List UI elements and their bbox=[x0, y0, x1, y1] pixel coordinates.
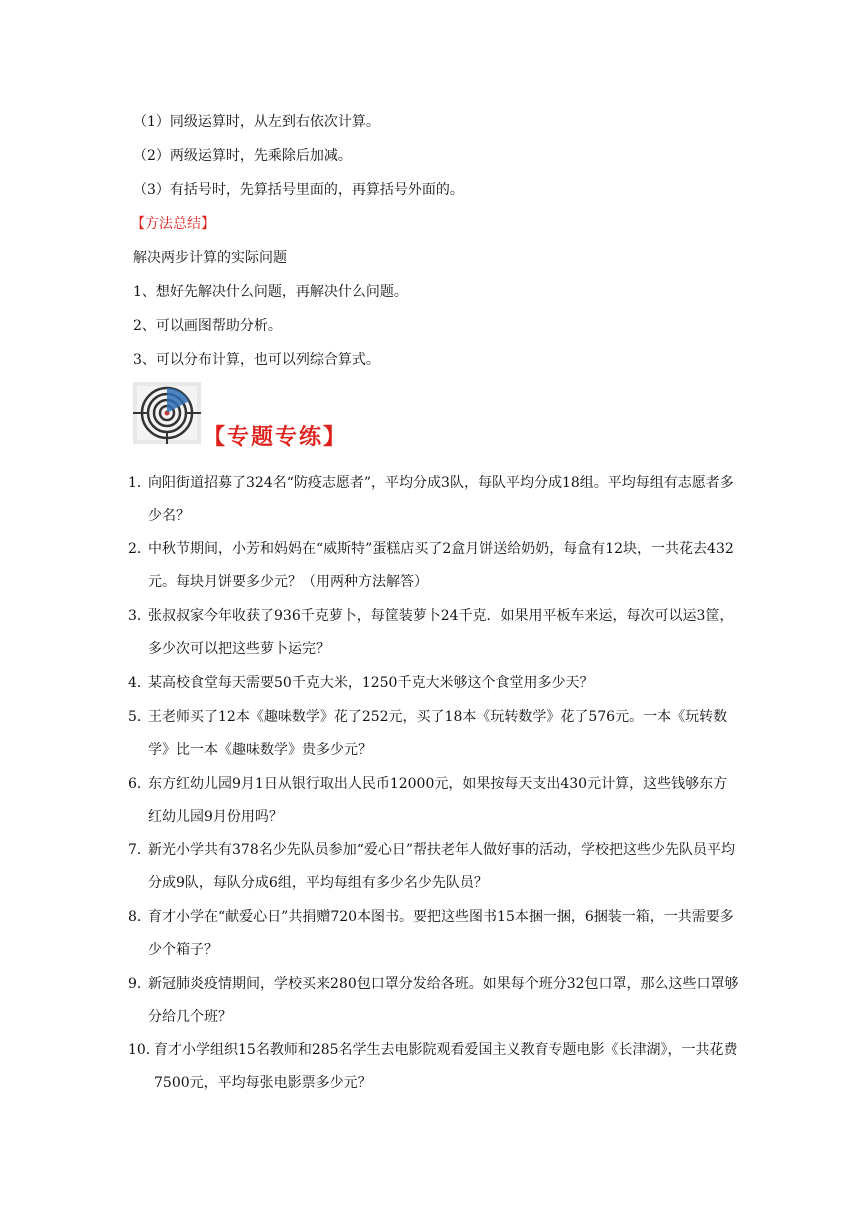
method-point-3: 3、可以分布计算，也可以列综合算式。 bbox=[133, 352, 380, 368]
problem-item bbox=[128, 667, 740, 700]
rule-1: （1）同级运算时，从左到右依次计算。 bbox=[133, 114, 380, 130]
problem-text: 东方红幼儿园9月1日从银行取出人民币12000元，如果按每天支出430元计算，这些钱够东方红幼儿园9月份用吗？ bbox=[148, 776, 728, 825]
problem-item bbox=[128, 1034, 740, 1100]
problem-item bbox=[128, 701, 740, 767]
problem-text: 张叔叔家今年收获了936千克萝卜，每筐装萝卜24千克．如果用平板车来运，每次可以运3筐，多少次可以把这些萝卜运完？ bbox=[148, 608, 734, 657]
rule-3: （3）有括号时，先算括号里面的，再算括号外面的。 bbox=[133, 182, 464, 198]
rule-2: （2）两级运算时，先乘除后加减。 bbox=[133, 148, 352, 164]
problem-number: 5． bbox=[128, 709, 151, 725]
problem-item bbox=[128, 901, 740, 967]
problem-item bbox=[128, 600, 740, 666]
banner-title: 【专题专练】 bbox=[203, 425, 348, 450]
problem-item bbox=[128, 467, 740, 533]
problem-item bbox=[128, 834, 740, 900]
problem-number: 10． bbox=[128, 1042, 160, 1058]
problem-number: 2． bbox=[128, 541, 151, 557]
problem-text: 育才小学组织15名教师和285名学生去电影院观看爱国主义教育专题电影《长津湖》，一共花费7500元，平均每张电影票多少元？ bbox=[154, 1042, 738, 1091]
method-heading: 【方法总结】 bbox=[131, 216, 215, 232]
problem-number: 6． bbox=[128, 776, 151, 792]
problem-text: 向阳街道招募了324名“防疫志愿者”，平均分成3队，每队平均分成18组。平均每组有志愿者多少名？ bbox=[148, 475, 734, 524]
method-intro: 解决两步计算的实际问题 bbox=[133, 250, 287, 266]
problem-number: 1． bbox=[128, 475, 151, 491]
method-point-2: 2、可以画图帮助分析。 bbox=[133, 318, 282, 334]
problem-item bbox=[128, 533, 740, 599]
method-point-1: 1、想好先解决什么问题，再解决什么问题。 bbox=[133, 284, 408, 300]
target-icon bbox=[133, 382, 201, 444]
problem-number: 4． bbox=[128, 675, 151, 691]
problem-text: 某高校食堂每天需要50千克大米，1250千克大米够这个食堂用多少天？ bbox=[148, 675, 594, 691]
problem-number: 9． bbox=[128, 976, 151, 992]
problem-item bbox=[128, 968, 740, 1034]
problem-number: 8． bbox=[128, 909, 151, 925]
problem-text: 王老师买了12本《趣味数学》花了252元，买了18本《玩转数学》花了576元。一本《玩转数学》比一本《趣味数学》贵多少元？ bbox=[148, 709, 728, 758]
problem-number: 3． bbox=[128, 608, 151, 624]
problem-text: 新冠肺炎疫情期间，学校买来280包口罩分发给各班。如果每个班分32包口罩，那么这些口罩够分给几个班？ bbox=[148, 976, 739, 1025]
problem-item bbox=[128, 768, 740, 834]
problem-text: 中秋节期间，小芳和妈妈在“威斯特”蛋糕店买了2盒月饼送给奶奶，每盒有12块，一共花去432元。每块月饼要多少元？（用两种方法解答） bbox=[148, 541, 734, 590]
problem-number: 7． bbox=[128, 842, 151, 858]
problem-text: 新光小学共有378名少先队员参加“爱心日”帮扶老年人做好事的活动，学校把这些少先队员平均分成9队，每队分成6组，平均每组有多少名少先队员？ bbox=[148, 842, 736, 891]
problem-text: 育才小学在“献爱心日”共捐赠720本图书。要把这些图书15本捆一捆，6捆装一箱，一共需要多少个箱子？ bbox=[148, 909, 734, 958]
